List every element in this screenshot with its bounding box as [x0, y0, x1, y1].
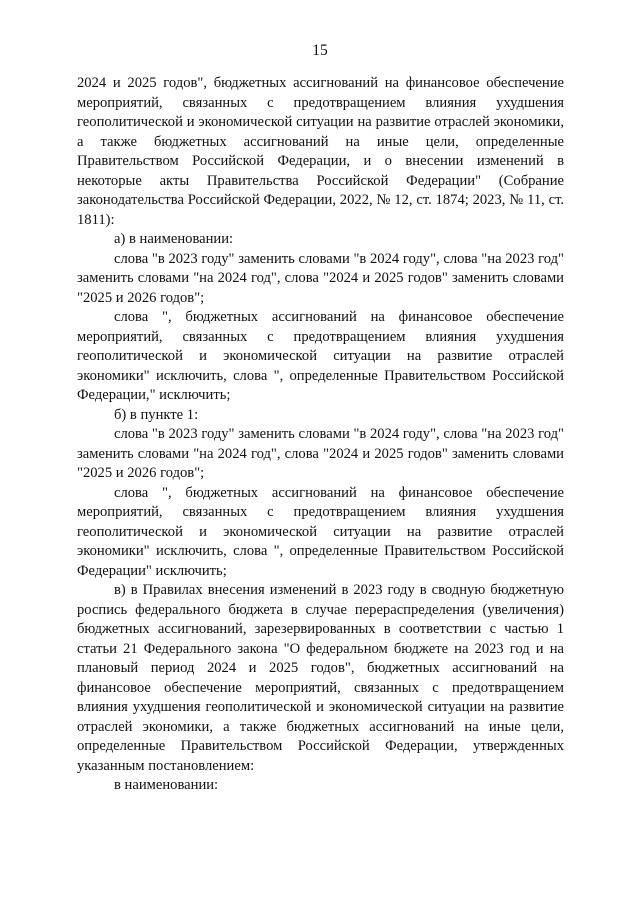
- paragraph-in-title: в наименовании:: [114, 777, 219, 793]
- paragraph-item-b: б) в пункте 1:: [114, 406, 199, 423]
- paragraph-replace-years: слова "в 2023 году" заменить словами "в 2024 году", слова "на 2023 год" заменить словами "на 2024 год", слова "2024 и 2025 годов" заменить словами "2025 и 2026 годов";: [77, 250, 564, 306]
- paragraph-exclude-words: слова ", бюджетных ассигнований на финансовое обеспечение мероприятий, связанных с предотвращением влияния ухудшения геополитической и экономической ситуации на развитие отраслей экономики" исключить, слова ", определенные Правительством Российской Федерации," исключить;: [77, 309, 564, 403]
- paragraph-replace-years: слова "в 2023 году" заменить словами "в 2024 году", слова "на 2023 год" заменить словами "на 2024 год", слова "2024 и 2025 годов" заменить словами "2025 и 2026 годов";: [77, 426, 564, 481]
- paragraph-exclude-words: слова ", бюджетных ассигнований на финансовое обеспечение мероприятий, связанных с предотвращением влияния ухудшения геополитической и экономической ситуации на развитие отраслей экономики" исключить, слова ", определенные Правительством Российской Федерации" исключить;: [77, 484, 564, 579]
- paragraph-item-a: а) в наименовании:: [114, 231, 234, 247]
- document-body: [77, 74, 564, 796]
- paragraph-item-c: в) в Правилах внесения изменений в 2023 году в сводную бюджетную роспись федерального бюджета в случае перераспределения (увеличения) бюджетных ассигнований, зарезервированных в соответствии с частью 1 статьи 21 Федерального закона "О федеральном бюджете на 2023 год и на плановый период 2024 и 2025 годов", бюджетных ассигнований на финансовое обеспечение мероприятий, связанных с предотвращением влияния ухудшения геополитической и экономической ситуации на развитие отраслей экономики, а также бюджетных ассигнований на иные цели, определенные Правительством Российской Федерации, утвержденных указанным постановлением:: [77, 582, 564, 774]
- page-number: 15: [312, 42, 328, 59]
- paragraph-continuation: 2024 и 2025 годов", бюджетных ассигнований на финансовое обеспечение мероприятий, связанных с предотвращением влияния ухудшения геополитической и экономической ситуации на развитие отраслей экономики, а также бюджетных ассигнований на иные цели, определенные Правительством Российской Федерации, и о внесении изменений в некоторые акты Правительства Российской Федерации" (Собрание законодательства Российской Федерации, 2022, № 12, ст. 1874; 2023, № 11, ст. 1811):: [77, 75, 564, 228]
